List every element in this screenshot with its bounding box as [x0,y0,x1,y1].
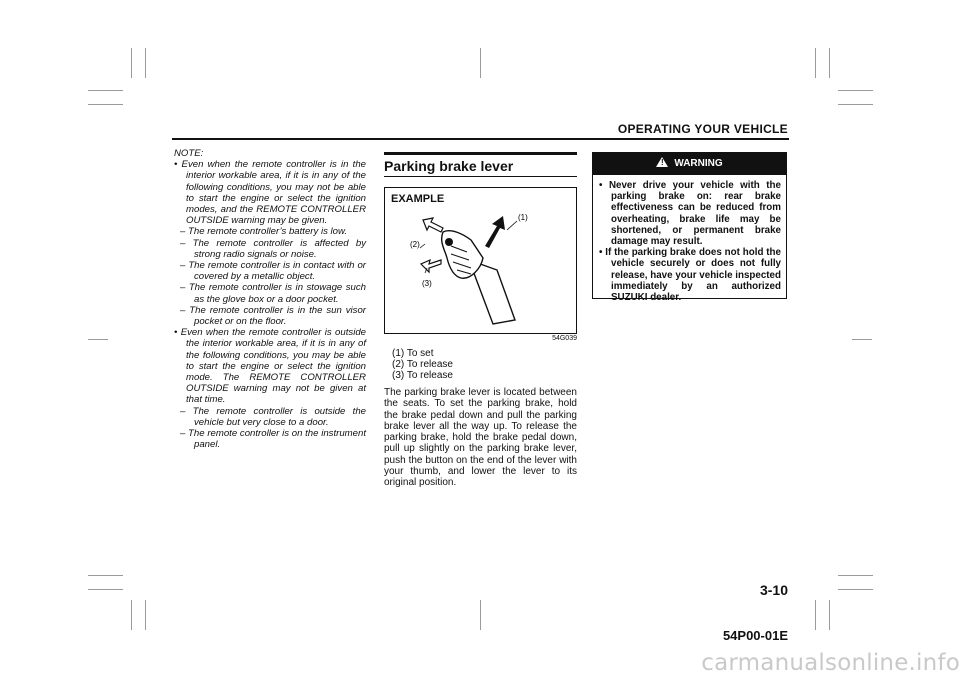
section-rule-top [384,152,577,155]
parking-brake-illustration [385,188,576,333]
warning-header [593,153,786,175]
section-title: Parking brake lever [384,158,514,174]
crop-mark [88,104,123,105]
note-block [174,148,366,450]
section-body: The parking brake lever is located between the seats. To set the parking brake, hold the brake pedal down and pull the parking brake lever all the way up. To release the parking brake, hold the brake pedal down, pull up slightly on the parking brake lever, push the button on the end of the lever with your thumb, and lower the lever to its original position. [384,387,577,489]
crop-mark [838,90,873,91]
crop-mark [829,48,830,78]
callout-1: (1) [518,213,528,222]
note-sub-item: – The remote controller’s battery is low. [180,226,348,238]
callout-2: (2) [410,240,420,249]
crop-mark [88,90,123,91]
note-sub-item: – The remote controller is in the sun visor pocket or on the floor. [180,304,366,328]
note-bullet: • Even when the remote controller is outside the interior workable area, if it is in any of the following conditions, you may be able to start the engine or select the ignition mode. The REMOTE CONTROLLER OUTSIDE warning may not be given at that time. [174,327,366,406]
arrow-lower-icon [421,260,441,272]
crop-mark [131,600,132,630]
note-label: NOTE: [174,148,204,159]
watermark: carmanualsonline.info [701,650,960,676]
warning-item: • Never drive your vehicle with the parking brake on: rear brake effectiveness can be reduced from overheating, brake life may be shortened, or permanent brake damage may result. [599,180,781,248]
legend-item: (3) To release [392,370,453,381]
crop-mark [88,339,108,340]
legend-item: (2) To release [392,359,453,370]
warning-triangle-icon: ! [656,157,668,167]
running-header: OPERATING YOUR VEHICLE [617,122,788,136]
note-bullet: • Even when the remote controller is in the interior workable area, if it is in any of the following conditions, you may not be able to start the engine or select the ignition modes, and the REMOTE CONTROLLER OUTSIDE warning may be given. [174,159,366,227]
figure-legend [392,348,453,381]
note-sub-item: – The remote controller is affected by strong radio signals or noise. [180,237,366,260]
note-sub-item: – The remote controller is on the instrument panel. [180,428,366,451]
warning-list [599,180,781,303]
crop-mark [829,600,830,630]
callout-line [507,221,517,230]
crop-mark [838,575,873,576]
page-number: 3-10 [759,582,788,598]
crop-mark [838,589,873,590]
release-button [445,238,453,246]
callout-3: (3) [422,279,432,288]
note-sub-item: – The remote controller is outside the vehicle but very close to a door. [180,405,366,428]
crop-mark [145,48,146,78]
figure-code: 54G039 [552,335,577,342]
crop-mark [838,104,873,105]
note-sub-item: – The remote controller is in contact with or covered by a metallic object. [180,260,366,283]
crop-mark [480,48,481,78]
figure-label: EXAMPLE [391,193,445,205]
crop-mark [815,600,816,630]
arrow-release-icon [423,218,443,232]
header-rule [172,138,789,140]
crop-mark [131,48,132,78]
crop-mark [480,600,481,630]
warning-item: • If the parking brake does not hold the vehicle securely or does not fully release, have your vehicle inspected immediately by an authorized SUZUKI dealer. [599,247,781,304]
document-code: 54P00-01E [722,628,788,643]
warning-title: WARNING [674,158,723,169]
callout-line [420,244,425,248]
legend-item: (1) To set [392,348,434,359]
crop-mark [145,600,146,630]
section-rule-bottom [384,176,577,177]
crop-mark [88,589,123,590]
crop-mark [88,575,123,576]
note-sub-item: – The remote controller is in stowage such as the glove box or a door pocket. [180,282,366,305]
crop-mark [852,339,872,340]
crop-mark [815,48,816,78]
arrow-up-icon [485,216,505,248]
